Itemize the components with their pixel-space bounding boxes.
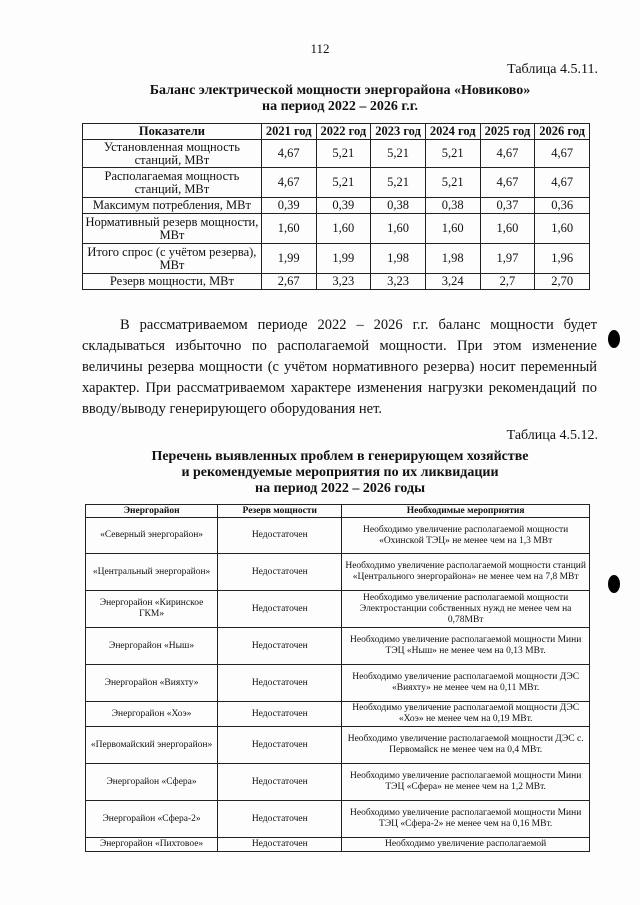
table-cell: 4,67 [261, 140, 316, 168]
table-cell: 4,67 [535, 140, 590, 168]
table-cell: 0,39 [261, 198, 316, 214]
table-title-line: на период 2022 – 2026 г.г. [262, 99, 418, 114]
measure-cell: Необходимо увеличение располагаемой мощности Мини ТЭЦ «Сфера-2» не менее чем на 0,16 МВт. [342, 801, 590, 838]
table-cell: 1,60 [261, 214, 316, 244]
table-cell: 4,67 [535, 168, 590, 198]
table-title-line: на период 2022 – 2026 годы [255, 481, 425, 496]
reserve-cell: Недостаточен [218, 764, 342, 801]
region-cell: Энергорайон «Сфера» [86, 764, 218, 801]
column-header: Необходимые мероприятия [342, 505, 590, 518]
table-cell: 5,21 [316, 140, 371, 168]
table-row [86, 801, 590, 838]
table-label: Таблица 4.5.11. [507, 62, 598, 77]
table-cell: 5,21 [316, 168, 371, 198]
table-cell: 1,99 [261, 244, 316, 274]
measure-cell: Необходимо увеличение располагаемой мощности Электростанции собственных нужд не менее чем на 0,78МВт [342, 591, 590, 628]
reserve-cell: Недостаточен [218, 591, 342, 628]
table-cell: 1,99 [316, 244, 371, 274]
table-cell: 4,67 [480, 168, 535, 198]
region-cell: Энергорайон «Хоэ» [86, 702, 218, 727]
table-header-row [83, 124, 590, 140]
table-title [80, 83, 600, 115]
reserve-cell: Недостаточен [218, 554, 342, 591]
column-header: Резерв мощности [218, 505, 342, 518]
reserve-cell: Недостаточен [218, 801, 342, 838]
column-header: 2025 год [480, 124, 535, 140]
table-cell: 4,67 [480, 140, 535, 168]
table-cell: 5,21 [425, 140, 480, 168]
measure-cell: Необходимо увеличение располагаемой мощности ДЭС «Хоэ» не менее чем на 0,19 МВт. [342, 702, 590, 727]
row-label: Установленная мощность станций, МВт [83, 140, 262, 168]
power-balance-table [82, 123, 590, 290]
table-cell: 5,21 [425, 168, 480, 198]
table-cell: 5,21 [371, 140, 426, 168]
table-cell: 0,37 [480, 198, 535, 214]
table-cell: 3,24 [425, 274, 480, 290]
problems-table [85, 504, 590, 852]
region-cell: Энергорайон «Ныш» [86, 628, 218, 665]
table-cell: 4,67 [261, 168, 316, 198]
table-cell: 1,60 [535, 214, 590, 244]
reserve-cell: Недостаточен [218, 838, 342, 852]
body-paragraph [82, 315, 597, 420]
table-cell: 2,70 [535, 274, 590, 290]
region-cell: Энергорайон «Вияхту» [86, 665, 218, 702]
punch-hole-mark [608, 330, 620, 348]
row-label: Нормативный резерв мощности, МВт [83, 214, 262, 244]
table-row [83, 244, 590, 274]
reserve-cell: Недостаточен [218, 665, 342, 702]
table-row [86, 702, 590, 727]
region-cell: «Северный энергорайон» [86, 518, 218, 554]
table-title [80, 449, 600, 497]
measure-cell: Необходимо увеличение располагаемой мощности ДЭС с. Первомайск не менее чем на 0,4 МВт. [342, 727, 590, 764]
table-row [83, 168, 590, 198]
table-cell: 2,67 [261, 274, 316, 290]
reserve-cell: Недостаточен [218, 518, 342, 554]
table-row [86, 764, 590, 801]
column-header: Энергорайон [86, 505, 218, 518]
table-row [86, 665, 590, 702]
column-header: 2023 год [371, 124, 426, 140]
table-row [86, 838, 590, 852]
measure-cell: Необходимо увеличение располагаемой мощности Мини ТЭЦ «Ныш» не менее чем на 0,13 МВт. [342, 628, 590, 665]
table-title-line: и рекомендуемые мероприятия по их ликвидации [181, 465, 499, 480]
page-number: 112 [310, 41, 330, 56]
row-label: Максимум потребления, МВт [83, 198, 262, 214]
table-title-line: Баланс электрической мощности энергорайона «Новиково» [149, 83, 531, 98]
measure-cell: Необходимо увеличение располагаемой мощности ДЭС «Вияхту» не менее чем на 0,11 МВт. [342, 665, 590, 702]
column-header: 2026 год [535, 124, 590, 140]
table-cell: 1,98 [425, 244, 480, 274]
column-header: 2022 год [316, 124, 371, 140]
row-label: Располагаемая мощность станций, МВт [83, 168, 262, 198]
region-cell: Энергорайон «Киринское ГКМ» [86, 591, 218, 628]
punch-hole-mark [608, 575, 620, 593]
table-cell: 5,21 [371, 168, 426, 198]
table-row [83, 214, 590, 244]
table-row [83, 140, 590, 168]
row-label: Итого спрос (с учётом резерва), МВт [83, 244, 262, 274]
table-cell: 3,23 [371, 274, 426, 290]
column-header: 2021 год [261, 124, 316, 140]
reserve-cell: Недостаточен [218, 702, 342, 727]
table-cell: 1,98 [371, 244, 426, 274]
column-header: 2024 год [425, 124, 480, 140]
table-cell: 3,23 [316, 274, 371, 290]
region-cell: Энергорайон «Пихтовое» [86, 838, 218, 852]
table-cell: 1,96 [535, 244, 590, 274]
table-row [83, 198, 590, 214]
table-cell: 0,39 [316, 198, 371, 214]
table-cell: 1,60 [425, 214, 480, 244]
region-cell: «Первомайский энергорайон» [86, 727, 218, 764]
table-row [86, 518, 590, 554]
table-cell: 0,36 [535, 198, 590, 214]
table-cell: 1,60 [316, 214, 371, 244]
table-cell: 1,97 [480, 244, 535, 274]
table-cell: 2,7 [480, 274, 535, 290]
measure-cell: Необходимо увеличение располагаемой мощности Мини ТЭЦ «Сфера» не менее чем на 1,2 МВт. [342, 764, 590, 801]
region-cell: «Центральный энергорайон» [86, 554, 218, 591]
measure-cell: Необходимо увеличение располагаемой мощности «Охинской ТЭЦ» не менее чем на 1,3 МВт [342, 518, 590, 554]
table-label: Таблица 4.5.12. [506, 428, 598, 443]
table-row [86, 727, 590, 764]
paragraph-text: В рассматриваемом периоде 2022 – 2026 г.г. баланс мощности будет складываться избыточно по располагаемой мощности. При этом изменение величины резерва мощности (с учётом нормативного резерва) носит переменный характер. При рассматриваемом характере изменения нагрузки рекомендаций по вводу/выводу генерирующего оборудования нет. [82, 317, 597, 417]
region-cell: Энергорайон «Сфера-2» [86, 801, 218, 838]
table-row [83, 274, 590, 290]
row-label: Резерв мощности, МВт [83, 274, 262, 290]
measure-cell: Необходимо увеличение располагаемой мощности станций «Центрального энергорайона» не менее чем на 7,8 МВт [342, 554, 590, 591]
table-row [86, 591, 590, 628]
measure-cell: Необходимо увеличение располагаемой [342, 838, 590, 852]
table-cell: 1,60 [480, 214, 535, 244]
column-header: Показатели [83, 124, 262, 140]
table-title-line: Перечень выявленных проблем в генерирующем хозяйстве [151, 449, 529, 464]
table-row [86, 628, 590, 665]
table-header-row [86, 505, 590, 518]
table-row [86, 554, 590, 591]
table-cell: 0,38 [425, 198, 480, 214]
reserve-cell: Недостаточен [218, 727, 342, 764]
reserve-cell: Недостаточен [218, 628, 342, 665]
table-cell: 1,60 [371, 214, 426, 244]
table-cell: 0,38 [371, 198, 426, 214]
